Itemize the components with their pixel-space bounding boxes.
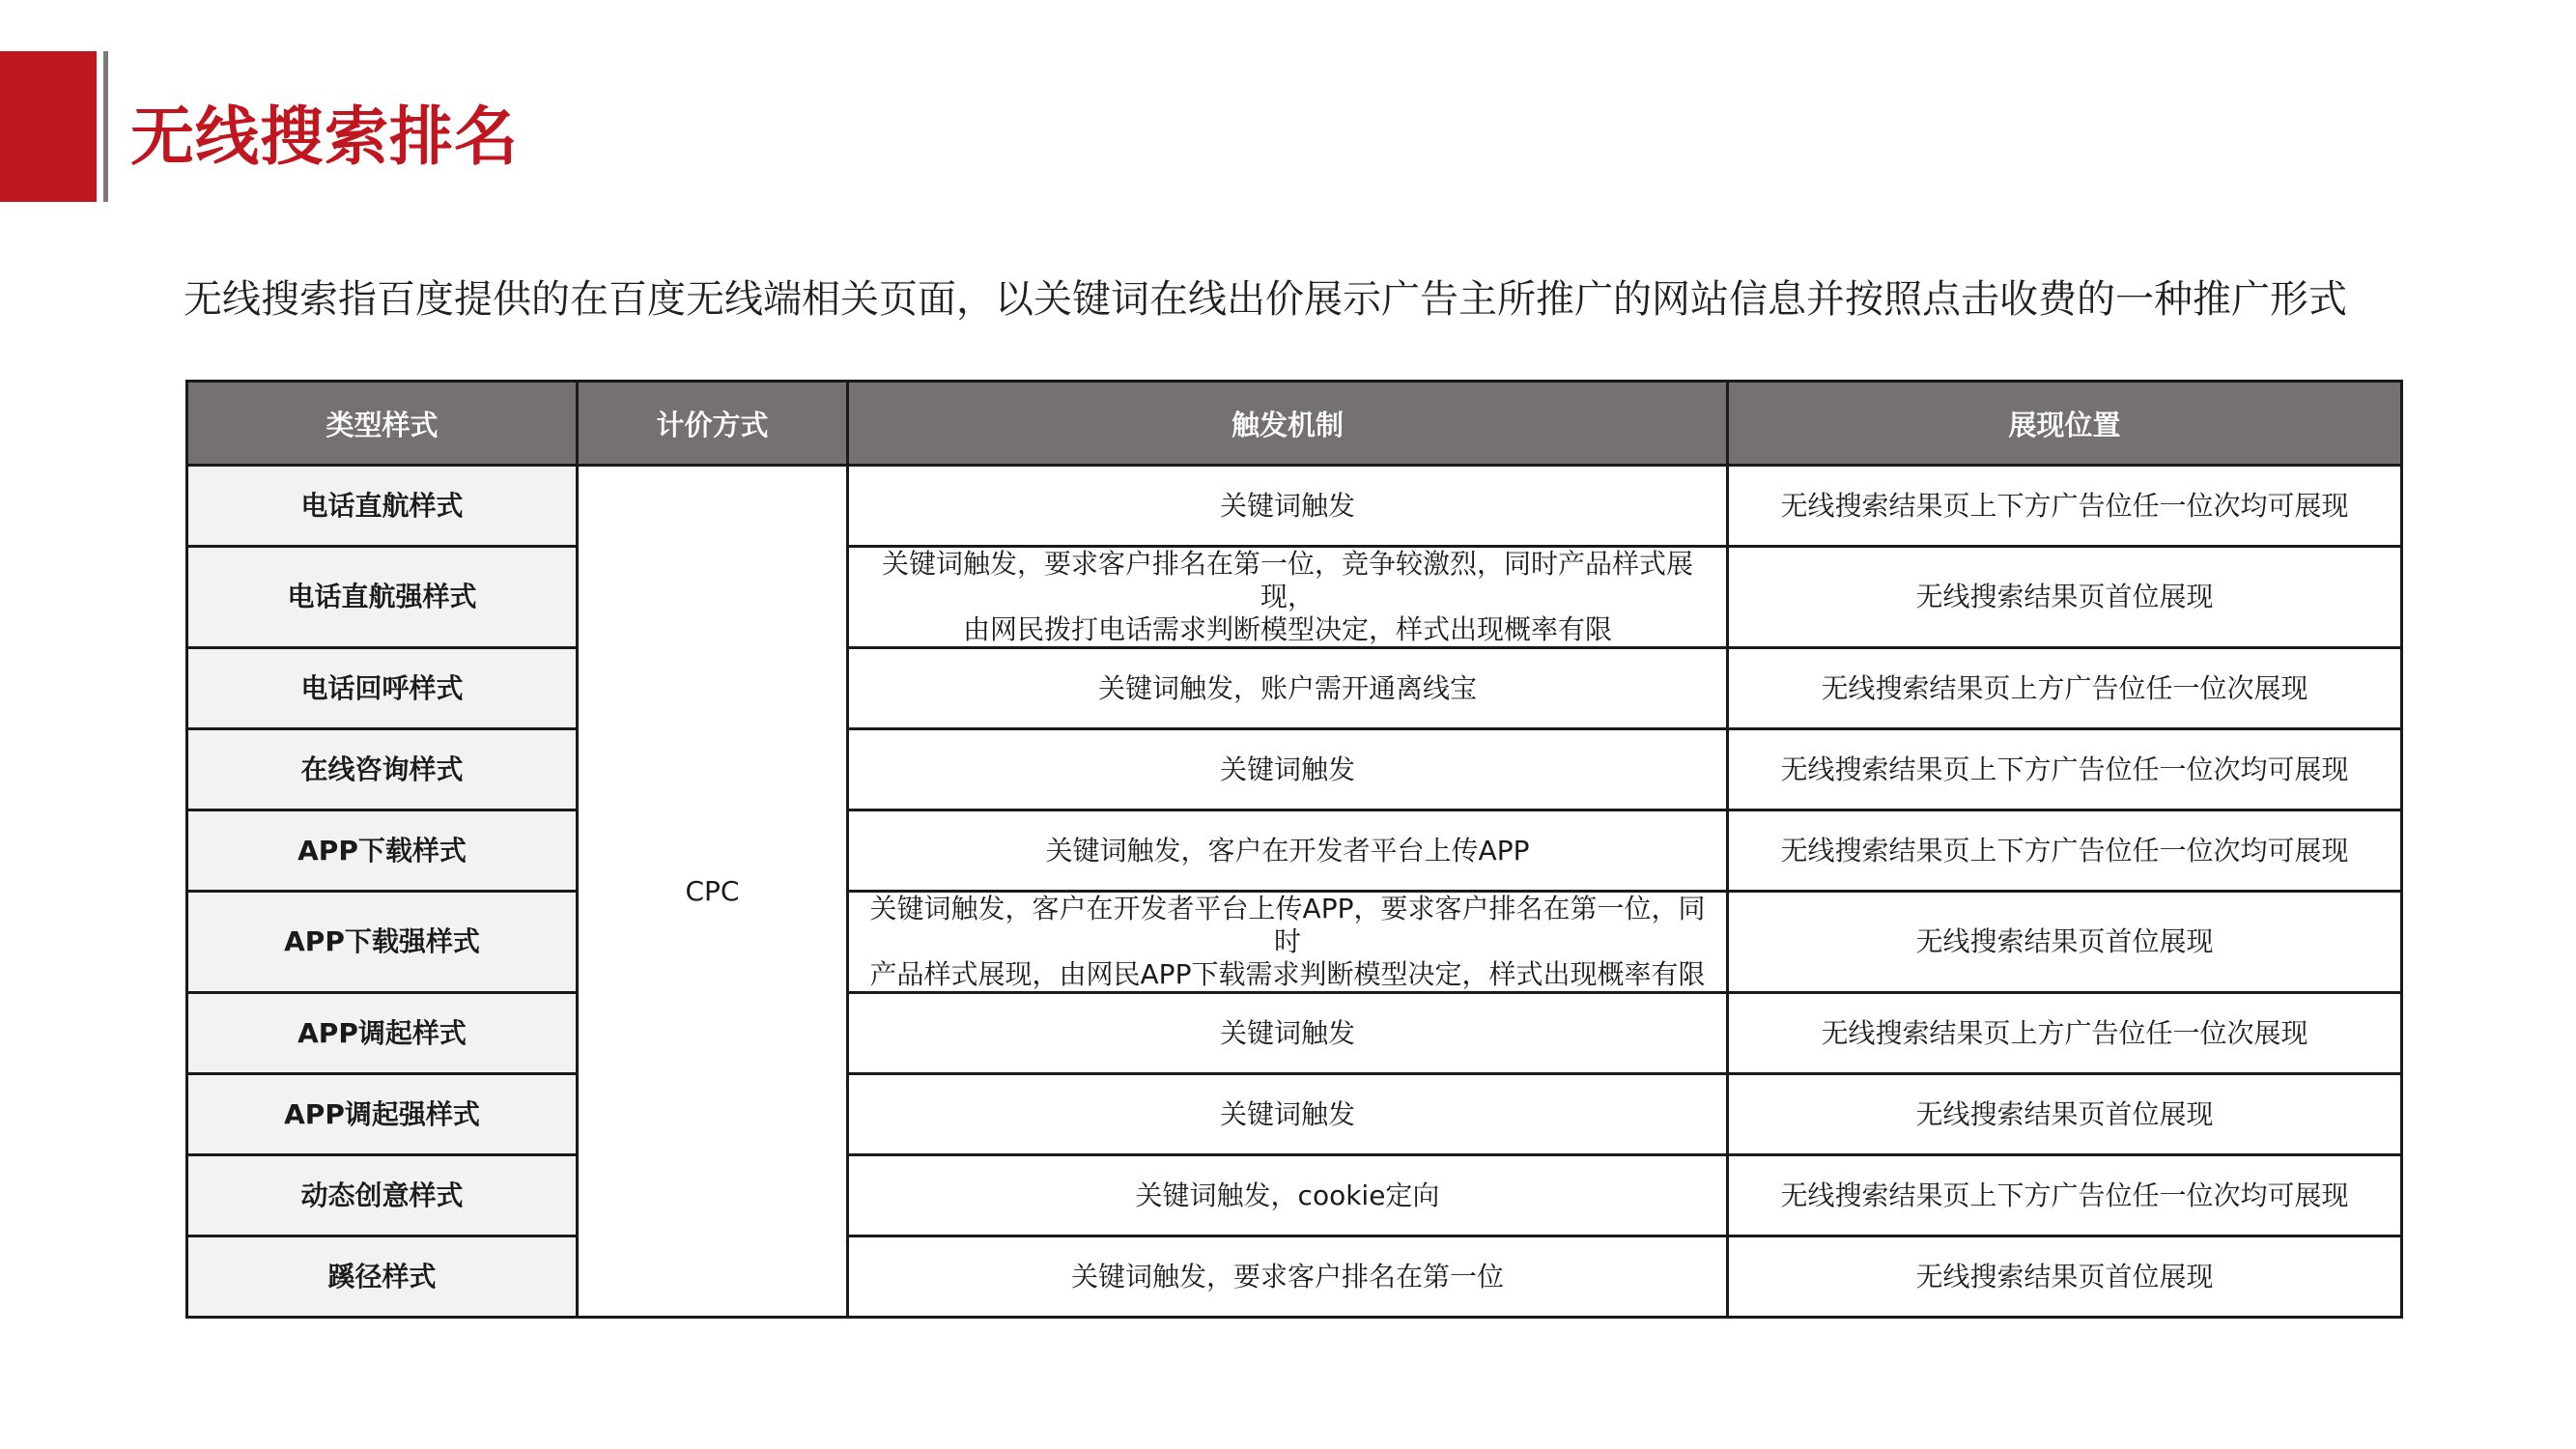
- table-row: [187, 892, 2402, 993]
- trigger-cell: 关键词触发，客户在开发者平台上传APP: [848, 810, 1728, 892]
- type-cell: 电话直航强样式: [187, 547, 578, 648]
- table-row: [187, 547, 2402, 648]
- position-cell: 无线搜索结果页上下方广告位任一位次均可展现: [1728, 729, 2402, 810]
- position-cell: 无线搜索结果页上下方广告位任一位次均可展现: [1728, 466, 2402, 547]
- trigger-cell: [848, 547, 1728, 648]
- type-cell: APP下载样式: [187, 810, 578, 892]
- column-header-trigger: 触发机制: [848, 382, 1728, 466]
- trigger-cell: [848, 892, 1728, 993]
- trigger-line: 产品样式展现，由网民APP下载需求判断模型决定，样式出现概率有限: [869, 958, 1706, 990]
- column-header-type: 类型样式: [187, 382, 578, 466]
- table-row: [187, 810, 2402, 892]
- table-row: [187, 1074, 2402, 1155]
- type-cell: APP调起强样式: [187, 1074, 578, 1155]
- position-cell: 无线搜索结果页首位展现: [1728, 1236, 2402, 1318]
- page-title: 无线搜索排名: [130, 99, 519, 174]
- table-row: [187, 1236, 2402, 1318]
- type-cell: 在线咨询样式: [187, 729, 578, 810]
- table-header-row: [187, 382, 2402, 466]
- ad-style-table: [185, 380, 2403, 1319]
- trigger-cell: 关键词触发，cookie定向: [848, 1155, 1728, 1236]
- trigger-cell: 关键词触发: [848, 729, 1728, 810]
- type-cell: APP调起样式: [187, 993, 578, 1074]
- title-divider: [103, 51, 108, 202]
- position-cell: 无线搜索结果页上方广告位任一位次展现: [1728, 993, 2402, 1074]
- type-cell: 电话回呼样式: [187, 648, 578, 729]
- type-cell: 蹊径样式: [187, 1236, 578, 1318]
- position-cell: 无线搜索结果页上下方广告位任一位次均可展现: [1728, 1155, 2402, 1236]
- trigger-cell: 关键词触发，要求客户排名在第一位: [848, 1236, 1728, 1318]
- trigger-line: 关键词触发，要求客户排名在第一位，竞争较激烈，同时产品样式展现，: [881, 548, 1693, 612]
- trigger-cell: 关键词触发: [848, 1074, 1728, 1155]
- column-header-pricing: 计价方式: [578, 382, 848, 466]
- trigger-line: 由网民拨打电话需求判断模型决定，样式出现概率有限: [962, 613, 1612, 645]
- trigger-cell: 关键词触发: [848, 993, 1728, 1074]
- pricing-cell: CPC: [578, 466, 848, 1318]
- table-row: [187, 729, 2402, 810]
- position-cell: 无线搜索结果页上方广告位任一位次展现: [1728, 648, 2402, 729]
- table-row: [187, 466, 2402, 547]
- position-cell: 无线搜索结果页首位展现: [1728, 1074, 2402, 1155]
- table-row: [187, 648, 2402, 729]
- trigger-cell: 关键词触发: [848, 466, 1728, 547]
- position-cell: 无线搜索结果页首位展现: [1728, 547, 2402, 648]
- table-row: [187, 1155, 2402, 1236]
- position-cell: 无线搜索结果页上下方广告位任一位次均可展现: [1728, 810, 2402, 892]
- trigger-line: 关键词触发，客户在开发者平台上传APP，要求客户排名在第一位，同时: [869, 893, 1706, 957]
- type-cell: 电话直航样式: [187, 466, 578, 547]
- intro-text: 无线搜索指百度提供的在百度无线端相关页面，以关键词在线出价展示广告主所推广的网站信息并按照点击收费的一种推广形式: [184, 277, 2347, 322]
- column-header-position: 展现位置: [1728, 382, 2402, 466]
- position-cell: 无线搜索结果页首位展现: [1728, 892, 2402, 993]
- table-row: [187, 993, 2402, 1074]
- type-cell: 动态创意样式: [187, 1155, 578, 1236]
- trigger-cell: 关键词触发，账户需开通离线宝: [848, 648, 1728, 729]
- type-cell: APP下载强样式: [187, 892, 578, 993]
- title-accent-block: [0, 51, 97, 202]
